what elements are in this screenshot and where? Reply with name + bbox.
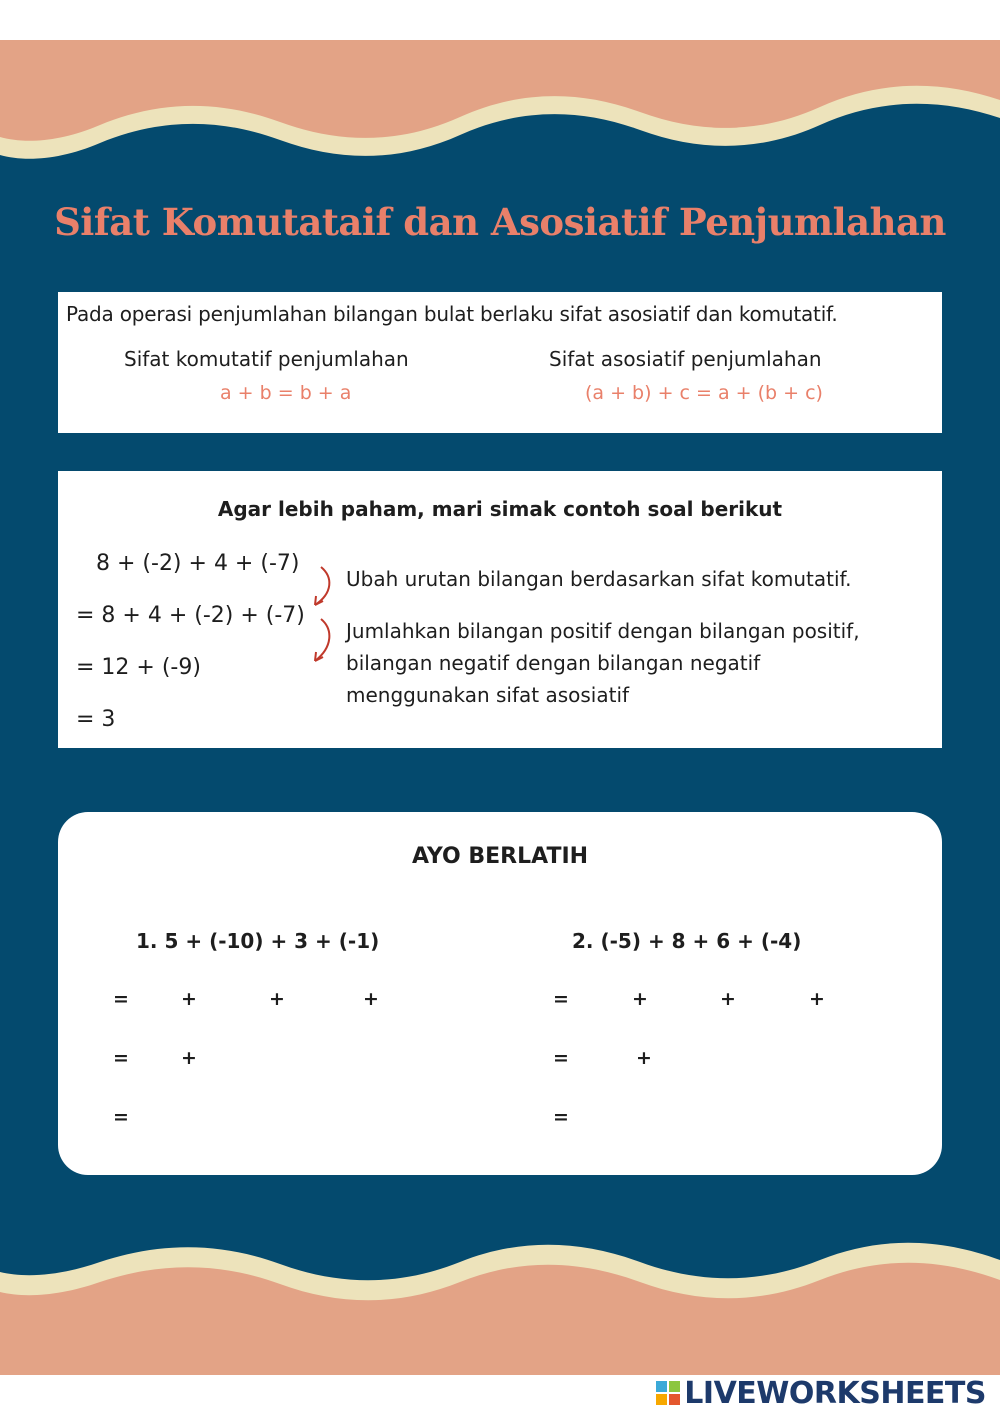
p2-row2-equals: = — [553, 1047, 569, 1069]
example-step-4: = 3 — [76, 707, 116, 732]
p2-row1-plus-1: + — [632, 988, 648, 1010]
example-step-1: 8 + (-2) + 4 + (-7) — [96, 551, 300, 576]
p1-row3-equals: = — [113, 1106, 129, 1128]
p1-row2-plus: + — [181, 1047, 197, 1069]
explanation-associative-line-1: Jumlahkan bilangan positif dengan bilangan positif, — [346, 619, 860, 643]
asosiatif-formula: (a + b) + c = a + (b + c) — [585, 382, 823, 404]
p2-row3-equals: = — [553, 1106, 569, 1128]
asosiatif-label: Sifat asosiatif penjumlahan — [549, 347, 822, 371]
practice-problem-2: 2. (-5) + 8 + 6 + (-4) — [572, 929, 802, 953]
liveworksheets-icon — [656, 1381, 680, 1405]
p1-row1-plus-2: + — [269, 988, 285, 1010]
p1-row1-plus-1: + — [181, 988, 197, 1010]
komutatif-label: Sifat komutatif penjumlahan — [124, 347, 409, 371]
liveworksheets-logo — [656, 1375, 986, 1411]
p2-row1-plus-3: + — [809, 988, 825, 1010]
p1-row2-equals: = — [113, 1047, 129, 1069]
p2-row2-plus: + — [636, 1047, 652, 1069]
example-step-3: = 12 + (-9) — [76, 655, 201, 680]
p1-row1-equals: = — [113, 988, 129, 1010]
explanation-associative-line-3: menggunakan sifat asosiatif — [346, 683, 630, 707]
explanation-associative-line-2: bilangan negatif dengan bilangan negatif — [346, 651, 761, 675]
intro-text: Pada operasi penjumlahan bilangan bulat berlaku sifat asosiatif dan komutatif. — [66, 302, 838, 326]
example-heading: Agar lebih paham, mari simak contoh soal berikut — [217, 497, 783, 521]
p1-row1-plus-3: + — [363, 988, 379, 1010]
worksheet-page — [0, 40, 1000, 1375]
practice-problem-1: 1. 5 + (-10) + 3 + (-1) — [136, 929, 380, 953]
komutatif-formula: a + b = b + a — [220, 382, 352, 404]
practice-panel — [58, 812, 942, 1175]
page-title: Sifat Komutataif dan Asosiatif Penjumlahan — [54, 200, 946, 244]
practice-heading: AYO BERLATIH — [411, 844, 589, 869]
step-arrows-icon — [303, 563, 343, 683]
explanation-commutative: Ubah urutan bilangan berdasarkan sifat komutatif. — [346, 567, 852, 591]
example-step-2: = 8 + 4 + (-2) + (-7) — [76, 603, 305, 628]
p2-row1-equals: = — [553, 988, 569, 1010]
p2-row1-plus-2: + — [720, 988, 736, 1010]
example-panel — [58, 471, 942, 748]
properties-panel — [58, 292, 942, 433]
brand-name: LIVEWORKSHEETS — [684, 1375, 986, 1411]
